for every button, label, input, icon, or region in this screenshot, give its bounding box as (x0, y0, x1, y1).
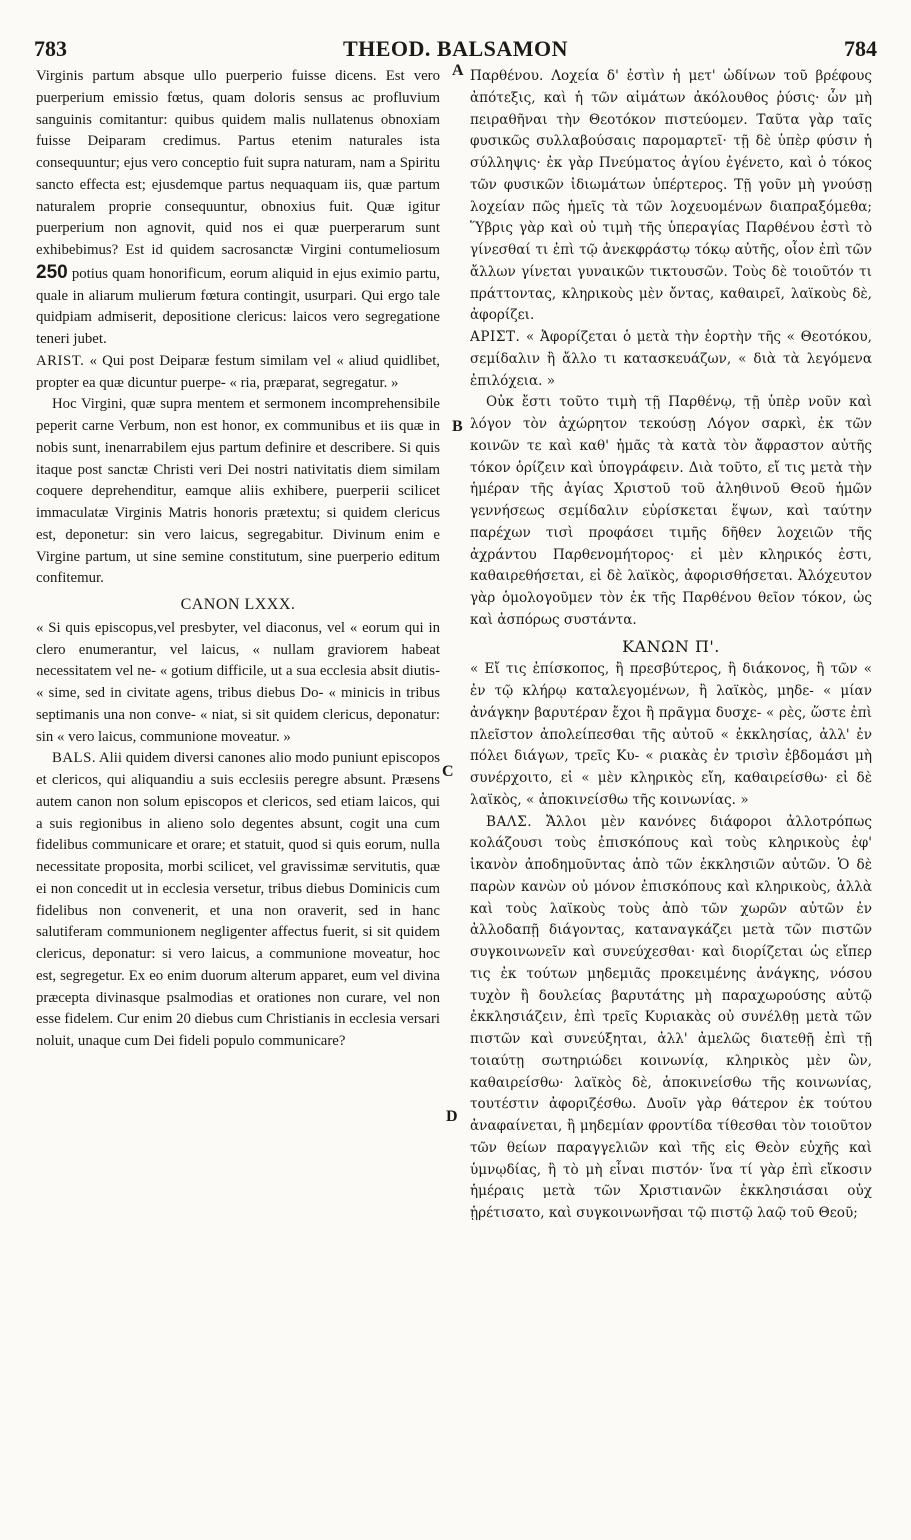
greek-aristenus-quote (470, 327, 872, 392)
latin-paragraph-1-part-a: Virginis partum absque ullo puerperio fuisse dicens. Est vero puerperium emissio fœtus, quam doloris sensus ac profluvium sanguinis comitantur: quibus quidem malis nullatenus obnoxiam fuisse Deiparam credimus. Partus etenim naturales ista consequuntur; ejus vero conceptio fuit supra naturam, nam a Spiritu sancto effecta est; ejusdemque partus nequaquam iis, quæ partum naturalem proprie consequuntur, obnoxius fuit. Quæ igitur puerperium non agnovit, quid nos ei quæ puerperarum sunt exhibebimus? Est id quidem sacrosanctæ Virgini contumeliosum (36, 68, 440, 258)
latin-balsamon-text: Alii quidem diversi canones alio modo puniunt episcopos et clericos, qui aliquandiu a suis ecclesiis peregre absunt. Præsens autem canon non solum episcopos et clericos, sed etiam laicos, qui a suis regionibus in alieno solo degentes absunt, cogit una cum fidelibus communicare et orare; et statuit, quod si quis eorum, nulla necessitate proposita, morbi scilicet, vel gravissimæ servitutis, quæ ei non concedit ut in ecclesia versetur, tribus diebus Dominicis cum fidelibus non convenerit, et una non oraverit, sed in hanc salutiferam communionem negligenter affectus fuerit, si sit quidem clericus, deponatur: si vero laicus, a communione moveatur, hoc est, segregetur. Ex eo enim duorum alterum apparet, eum vel divina præcepta divinasque psalmodias et orationes non curare, vel non esse fidelem. Cur enim 20 diebus cum Christianis in ecclesia versari noluit, unaque cum Dei fideli populo communicare? (36, 750, 440, 1049)
greek-column (470, 66, 872, 1500)
page-number-right: 784 (844, 36, 877, 61)
greek-balsamon-label: ΒΑΛΣ. (486, 813, 533, 830)
greek-commentary: Οὐκ ἔστι τοῦτο τιμὴ τῇ Παρθένῳ, τῇ ὑπὲρ νοῦν καὶ λόγον τὸν ἀχώρητον τεκούσῃ Λόγον σαρκὶ, ἐκ τῶν κοινῶν τε καὶ καθ' ἡμᾶς τὰ κατὰ τὸν ἄφραστον αὐτῆς τόκον ὁρίζειν καὶ ὑπογράφειν. Διὰ τοῦτο, εἴ τις μετὰ τὴν ἡμέραν τῆς ἁγίας Χριστοῦ τοῦ ἀληθινοῦ Θεοῦ ἡμῶν γεννήσεως σεμίδαλιν εὑρίσκεται ἕψων, καὶ ταύτην παρέχων τισὶ προφάσει τιμῆς δῆθεν λοχειῶν τῆς ἀχράντου Παρθενομήτορος· εἰ μὲν κληρικός ἐστι, καθαιρεθήσεται, εἰ δὲ λαϊκὸς, ἀφορισθήσεται. Ἀλόχευτον γὰρ ὁμολογοῦμεν τὸν ἐκ τῆς Παρθένου θεῖον τόκον, ὡς καὶ ἀσπόρως συστάντα. (470, 394, 872, 628)
latin-canon-title: CANON LXXX. (180, 596, 296, 613)
latin-aristenus-quote (36, 351, 440, 395)
greek-aristenus-text: « Ἀφορίζεται ὁ μετὰ τὴν ἑορτὴν τῆς « Θεοτόκου, σεμίδαλιν ἢ ἄλλο τι κατασκευάζων, « διὰ τὰ λεγόμενα ἐπιλόχεια. » (470, 329, 872, 389)
latin-balsamon-commentary (36, 748, 440, 1053)
margin-marker-c: C (442, 763, 454, 780)
greek-canon-text: « Εἴ τις ἐπίσκοπος, ἢ πρεσβύτερος, ἢ διάκονος, ἢ τῶν « ἐν τῷ κλήρῳ καταλεγομένων, ἢ λαϊκὸς, μηδε- « μίαν ἀνάγκην βαρυτέραν ἔχοι ἢ πρᾶγμα δυσχε- « ρὲς, ὥστε ἐπὶ πλεῖστον ἀπολείπεσθαι τῆς αὐτοῦ « ἐκκλησίας, ἀλλ' ἐν πόλει διάγων, τρεῖς Κυ- « ριακὰς ἐν τρισὶν ἑβδομάσι μὴ συνέρχοιτο, εἰ « μὲν κληρικὸς εἴη, καθαιρείσθω· εἰ δὲ λαϊκὸς, « ἀποκινείσθω τῆς κοινωνίας. » (470, 661, 872, 808)
page-number-left: 783 (34, 36, 67, 61)
latin-canon-text: « Si quis episcopus,vel presbyter, vel diaconus, vel « eorum qui in clero enumerantur, vel laicus, « nullam graviorem habeat necessitatem vel ne- « gotium difficile, ut a sua ecclesia absit diutis- « sime, sed in civitate agens, tribus diebus Do- « minicis in tribus septimanis una non conve- « niat, si sit quidem clericus, deponatur: sin « vero laicus, communione moveatur. » (36, 619, 440, 745)
margin-marker-d: D (446, 1108, 458, 1125)
greek-aristenus-label: ΑΡΙΣΤ. (470, 329, 521, 345)
running-title: THEOD. BALSAMON (342, 36, 569, 61)
greek-paragraph-1: Παρθένου. Λοχεία δ' ἐστὶν ἡ μετ' ὠδίνων τοῦ βρέφους ἀπότεξις, καὶ ἡ τῶν αἱμάτων ἀκόλουθος ῥύσις· ὧν μὴ πειραθῆναι τὴν Θεοτόκον πιστεύομεν. Ταῦτα γὰρ ταῖς φυσικῶς συλλαβούσαις παρομαρτεῖ· τῇ δὲ ὑπὲρ φύσιν ἡ σύλληψις· ἐκ γὰρ Πνεύματος ἁγίου ἐγένετο, καὶ ὁ τόκος τῶν φυσικῶν ἰδιωμάτων ὑπέρτερος. Τῇ γοῦν μὴ γνούσῃ λοχείαν πῶς ἡμεῖς τὰ τῶν λοχευομένων διαπραξόμεθα; Ὕβρις γὰρ καὶ οὐ τιμὴ τῆς ὑπεραγίας Παρθένου ἐστὶ τὸ γίνεσθαί τι ἐπὶ τῷ ἀνεκφράστῳ τόκῳ αὐτῆς, οἷον ἐπὶ τῶν ἄλλων γίνεται γυναικῶν τικτουσῶν. Τοὺς δὲ τοιοῦτόν τι πράττοντας, κληρικοὺς μὲν ὄντας, καθαιρεῖ, λαϊκοὺς δὲ, ἀφορίζει. (470, 68, 872, 324)
latin-paragraph-1 (36, 66, 440, 351)
latin-aristenus-text: « Qui post Deiparæ festum similam vel « aliud quidlibet, propter ea quæ dicuntur puerpe- « ria, præparat, segregatur. » (36, 352, 440, 391)
greek-balsamon-text: Ἄλλοι μὲν κανόνες διάφοροι ἀλλοτρόπως κολάζουσι τοὺς ἐπισκόπους καὶ τοὺς κληρικοὺς ἐφ' ἱκανὸν ἀποδημοῦντας ἀπὸ τῶν ἐκκλησιῶν αὐτῶν. Ὁ δὲ παρὼν κανὼν οὐ μόνον ἐπισκόπους καὶ κληρικοὺς, ἀλλὰ καὶ τοὺς λαϊκοὺς τοὺς ἀπὸ τῶν χωρῶν αὐτῶν ἐν ἀλλοδαπῇ διάγοντας, καταναγκάζει μετὰ τῶν πιστῶν συγκοινωνεῖν καὶ συνεύχεσθαι· καὶ διορίζεται ὡς εἴπερ τις ἐκ τούτων μηδεμιᾶς προκειμένης ἀνάγκης, νόσου τυχὸν ἢ δουλείας βαρυτάτης μὴ παραχωρούσης αὐτῷ ἐκκλησιάζειν, ἐπὶ τρεῖς Κυριακὰς οὐ συνέλθῃ μετὰ τῶν πιστῶν καὶ συνεύξηται, ἀλλ' ἀμελῶς διατεθῇ ἐπὶ τῇ τοιαύτῃ σωτηριώδει κοινωνίᾳ, κληρικὸς μὲν ὢν, καθαιρείσθω· λαϊκὸς δὲ, ἀποκινείσθω τῆς κοινωνίας, τουτέστιν ἀφοριζέσθω. Δυοῖν γὰρ θάτερον ἐκ τούτου ἀναφαίνεται, ἢ μηδεμίαν φροντίδα τίθεσθαι τὸν τοιοῦτον τῶν θείων παραγγελιῶν καὶ τῆς εἰς Θεὸν εὐχῆς καὶ ὑμνῳδίας, ἢ τὸ μὴ εἶναι πιστόν· ἵνα τί γὰρ ἐπὶ εἴκοσιν ἡμέραις μετὰ τῶν Χριστιανῶν ἐκκλησιάσαι οὐχ ᾑρέτισατο, καὶ συγκοινωνῆσαι τῷ πιστῷ λαῷ τοῦ Θεοῦ; (470, 813, 872, 1221)
column-number: 250 (36, 261, 68, 283)
greek-balsamon-commentary (470, 812, 872, 1225)
latin-commentary: Hoc Virgini, quæ supra mentem et sermonem incomprehensibile peperit carne Verbum, non est honor, ex communibus et iis quæ in nobis sunt, inenarrabilem ejus partum definire et describere. Si quis itaque post sanctæ Christi veri Dei nostri nativitatis diem similam coquere deprehenditur, eamque aliis exhibere, puerperii scilicet immaculatæ Virginis Matris honoris prætextu; si quidem clericus est, deponetur: sin vero laicus, segregabitur. Divinum enim e Virgine partum, ut sine semine constitutum, sine puerperio editum confitemur. (36, 396, 440, 587)
latin-paragraph-1-part-b: potius quam honorificum, eorum aliquid in ejus eximio partu, quale in aliarum mulierum fœtura contingit, usurpari. Qui ergo tale quidpiam admiserit, depositione clericus: laicos vero segregatione teneri jubet. (36, 265, 440, 347)
latin-balsamon-label: BALS. (52, 750, 97, 767)
margin-marker-b: B (452, 418, 463, 435)
margin-marker-a: A (452, 62, 464, 79)
latin-column (36, 66, 440, 1500)
greek-canon-title: ΚΑΝΩΝ Π'. (622, 636, 720, 656)
latin-aristenus-label: ARIST. (36, 352, 85, 369)
